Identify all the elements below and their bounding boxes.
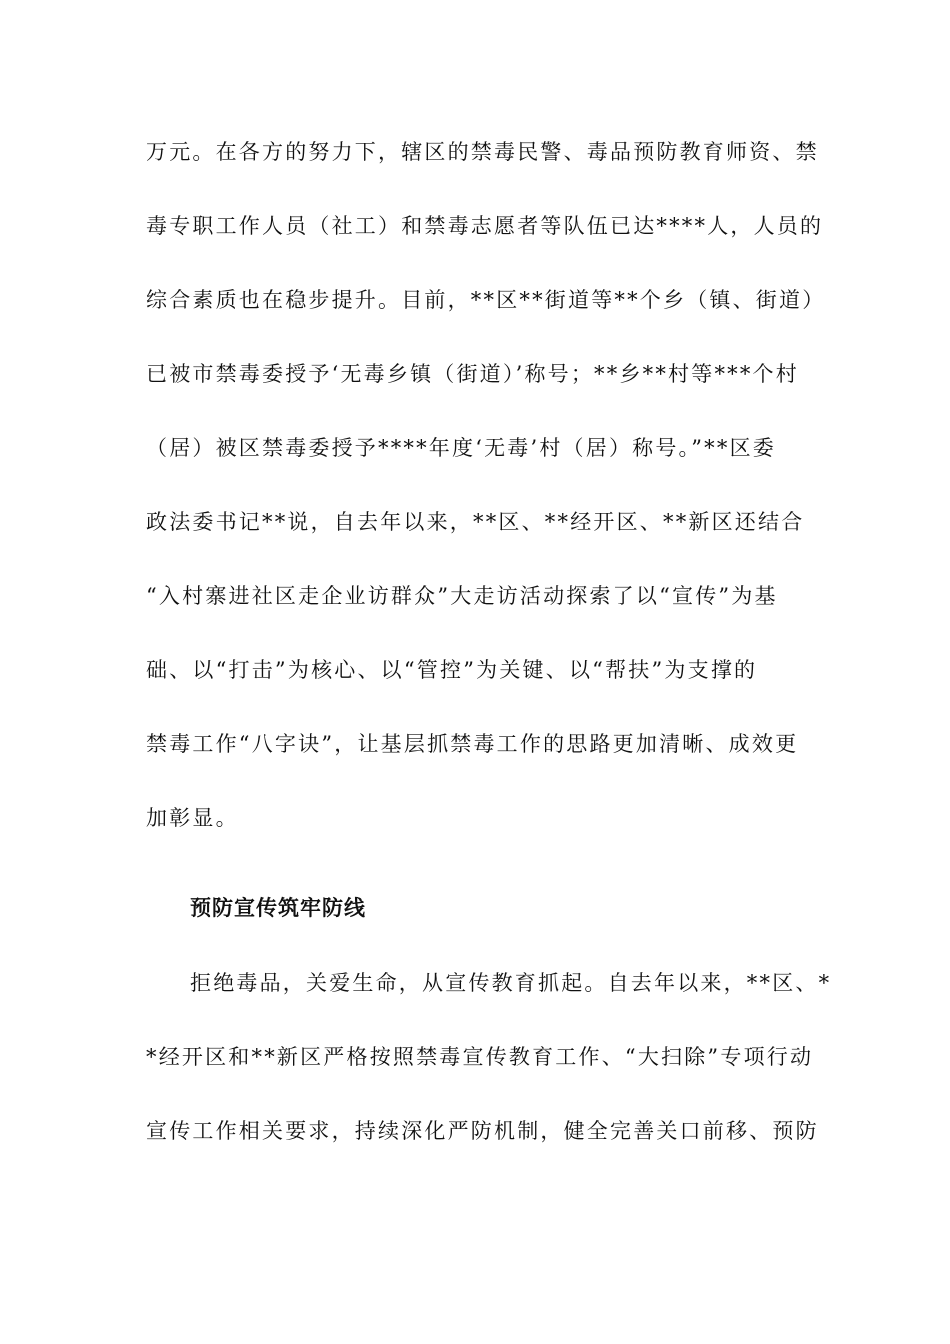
paragraph-line: *经开区和**新区严格按照禁毒宣传教育工作、“大扫除”专项行动 [146,1045,814,1069]
paragraph-line: 万元。在各方的努力下，辖区的禁毒民警、毒品预防教育师资、禁 [146,140,819,164]
paragraph-line: 宣传工作相关要求，持续深化严防机制，健全完善关口前移、预防 [146,1119,819,1143]
paragraph-line: 禁毒工作“八字诀”，让基层抓禁毒工作的思路更加清晰、成效更 [146,732,799,756]
paragraph-line: 政法委书记**说，自去年以来，**区、**经开区、**新区还结合 [146,510,805,534]
paragraph-line: “入村寨进社区走企业访群众”大走访活动探索了以“宣传”为基 [146,584,778,608]
paragraph-line: 毒专职工作人员（社工）和禁毒志愿者等队伍已达****人，人员的 [146,214,824,238]
paragraph-line: 加彰显。 [146,806,239,830]
paragraph-line: 拒绝毒品，关爱生命，从宣传教育抓起。自去年以来，**区、* [190,971,832,995]
section-heading: 预防宣传筑牢防线 [190,896,366,920]
paragraph-line: 综合素质也在稳步提升。目前，**区**街道等**个乡（镇、街道） [146,288,826,312]
paragraph-line: 础、以“打击”为核心、以“管控”为关键、以“帮扶”为支撑的 [146,658,758,682]
paragraph-line: （居）被区禁毒委授予****年度‘无毒’村（居）称号。”**区委 [146,436,776,460]
paragraph-line: 已被市禁毒委授予‘无毒乡镇（街道）’称号；**乡**村等***个村 [146,362,799,386]
